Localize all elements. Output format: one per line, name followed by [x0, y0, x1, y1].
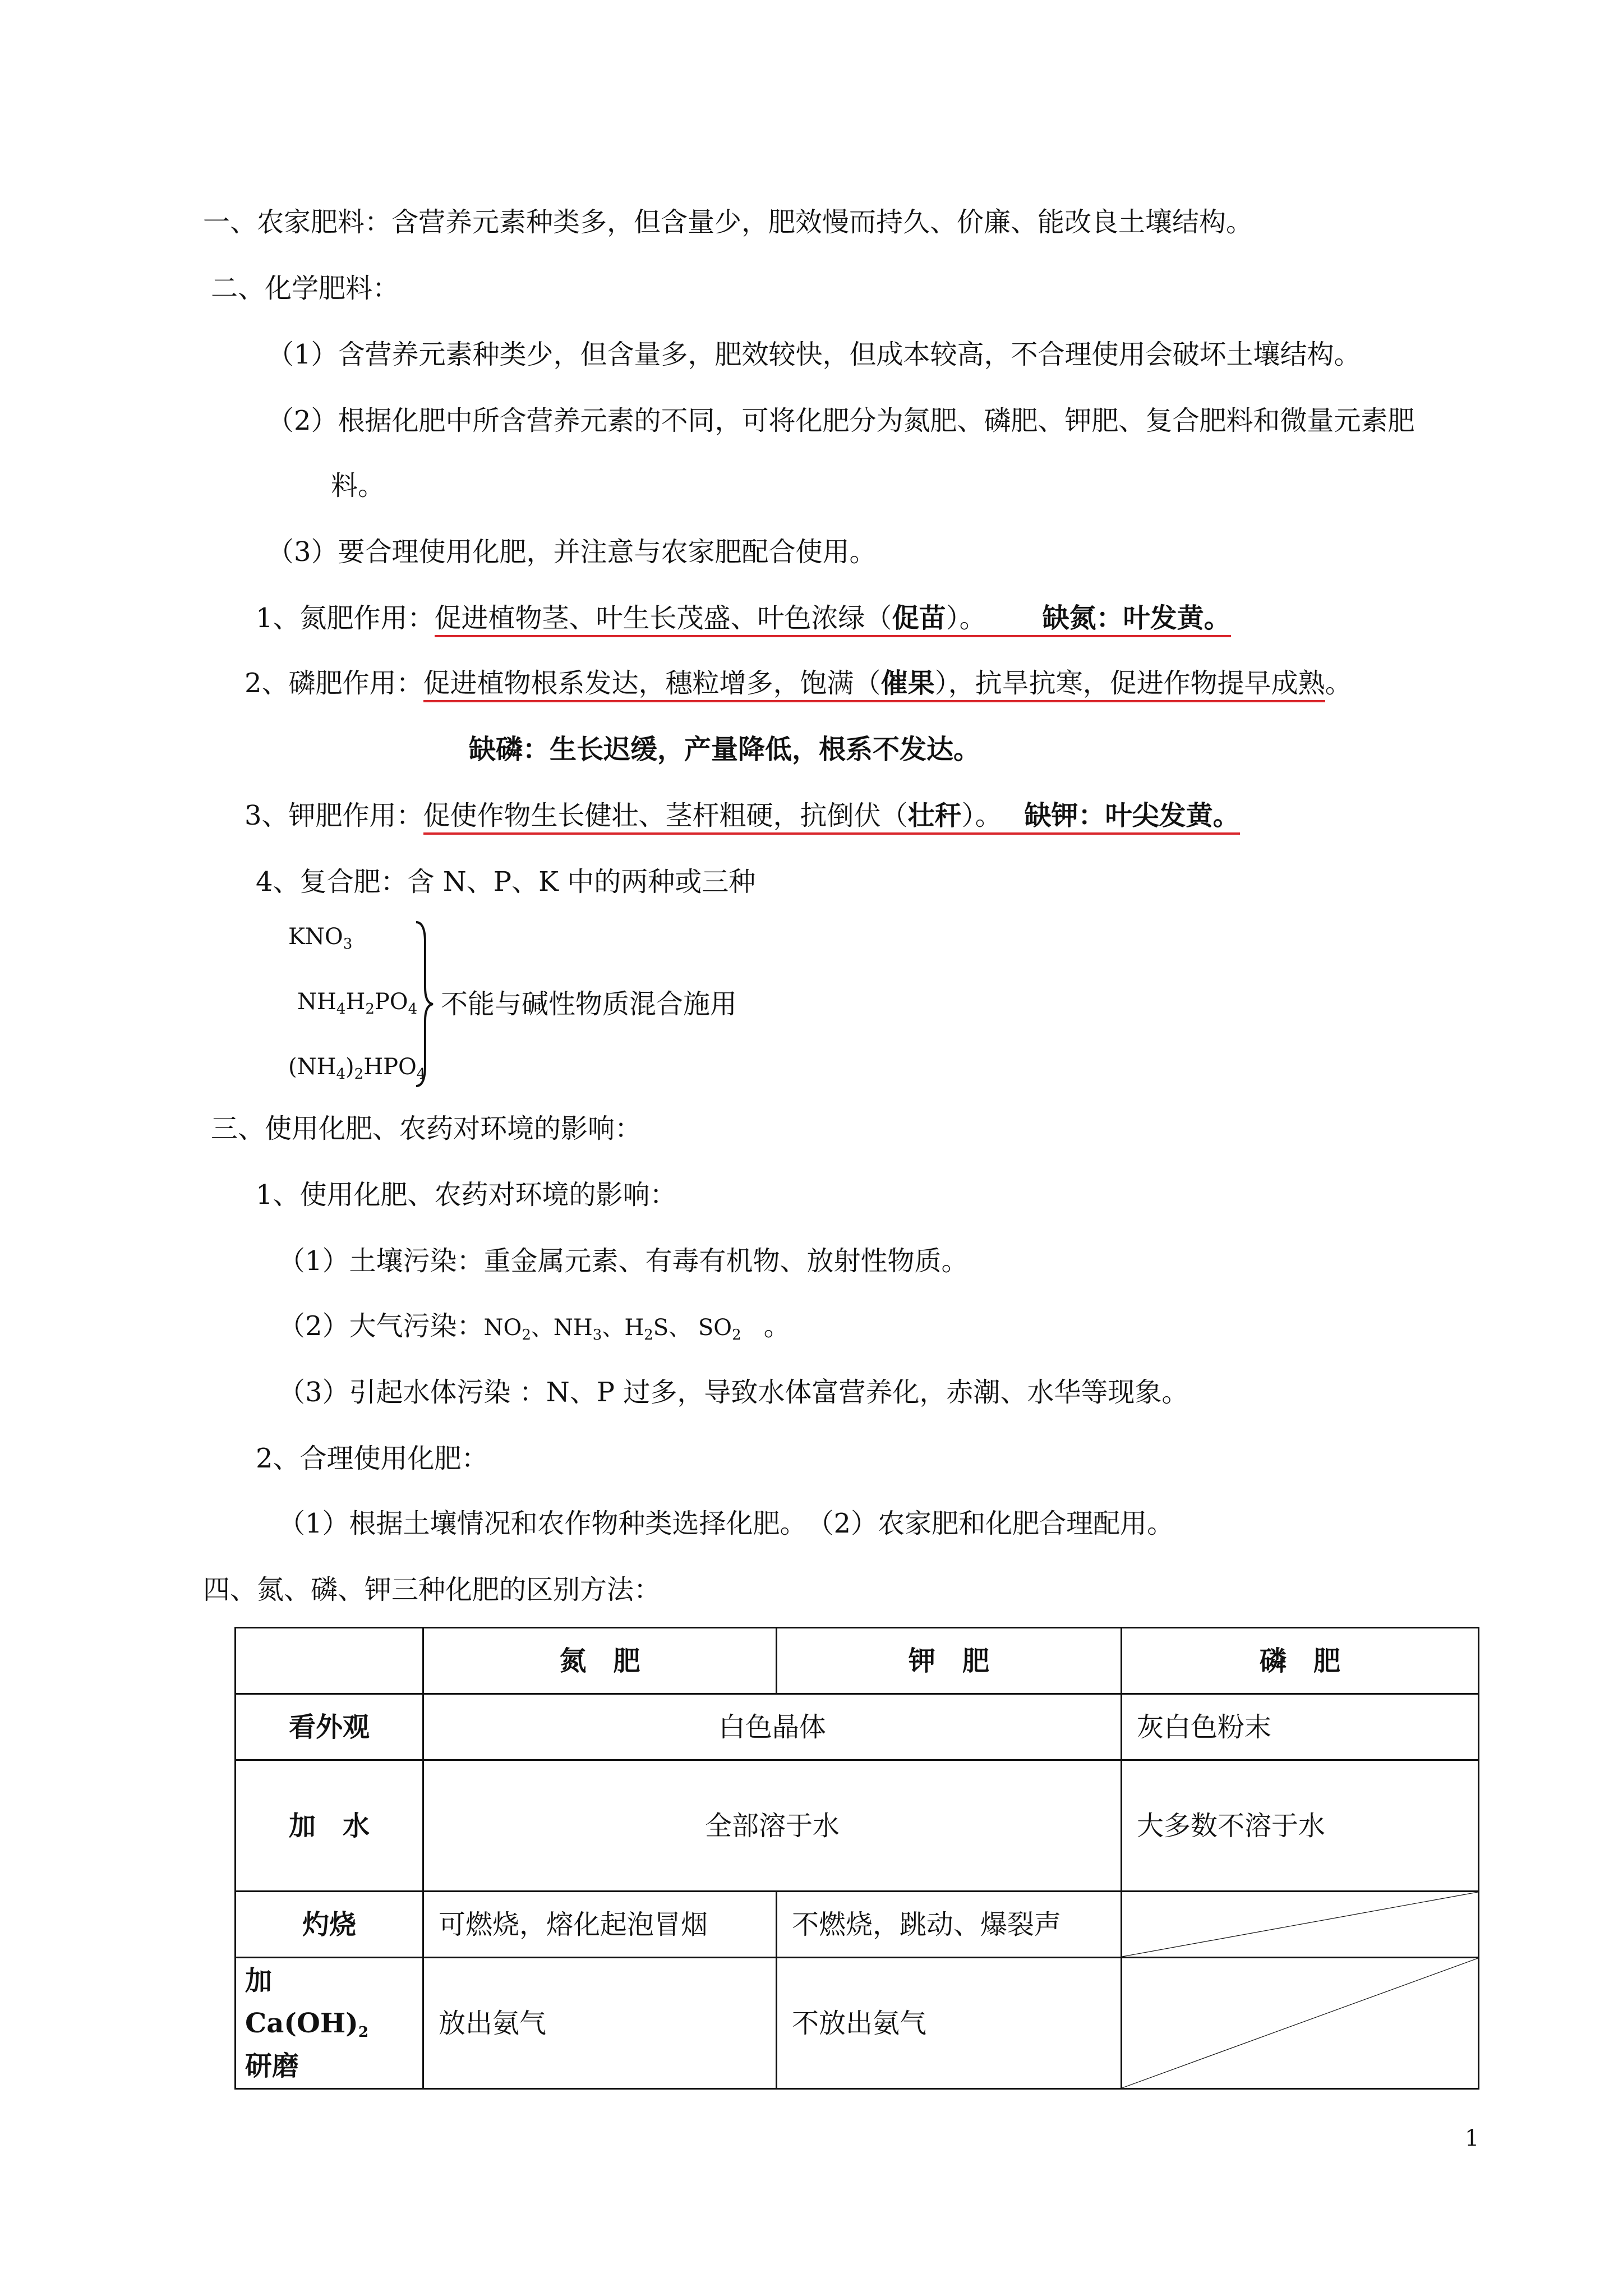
- section-3-title: 三、使用化肥、农药对环境的影响：: [211, 1113, 642, 1144]
- phosphorus-lack: 缺磷：生长迟缓，产量降低，根系不发达。: [469, 734, 981, 765]
- potassium-fertilizer-line: [245, 799, 1240, 832]
- header-nitrogen: 氮 肥: [423, 1628, 777, 1694]
- fertilizer-comparison-table: [234, 1627, 1479, 2090]
- table-corner-cell: [236, 1628, 423, 1694]
- cell-burn-k: 不燃烧，跳动、爆裂声: [777, 1892, 1122, 1958]
- compound-note: 不能与碱性物质混合施用: [441, 988, 737, 1020]
- section-1-line: 一、农家肥料：含营养元素种类多，但含量少，肥效慢而持久、价廉、能改良土壤结构。: [203, 206, 1253, 238]
- row-label-water: 加 水: [236, 1760, 423, 1892]
- nitrogen-fertilizer-line: [256, 601, 1231, 635]
- diagonal-line-1: [1122, 1892, 1478, 1957]
- potassium-effect: 促使作物生长健壮、茎杆粗硬，抗倒伏（壮秆）。 缺钾：叶尖发黄。: [423, 800, 1240, 835]
- section-2-point-1: （1）含营养元素种类少，但含量多，肥效较快，但成本较高，不合理使用会破坏土壤结构。: [267, 339, 1361, 370]
- row-label-grind: 加 $Ca(OH)_2$ 研磨: [236, 1958, 423, 2089]
- potassium-lack: 缺钾：叶尖发黄。: [1024, 800, 1240, 831]
- table-row: [236, 1958, 1479, 2089]
- formula-nh4h2po4: $NH_4H_2PO_4$: [297, 989, 418, 1018]
- row-label-burn: 灼烧: [236, 1892, 423, 1958]
- section-3-sub-1: 1、使用化肥、农药对环境的影响：: [256, 1179, 677, 1211]
- section-3-item-2: （2）大气污染：$NO_2$、$NH_3$、$H_2S$、 $SO_2$ 。: [278, 1310, 791, 1343]
- potassium-prefix: 3、钾肥作用：: [245, 800, 423, 831]
- section-3-item-3: （3）引起水体污染 ：N、P 过多，导致水体富营养化，赤潮、水华等现象。: [278, 1377, 1189, 1408]
- table-row: [236, 1694, 1479, 1760]
- section-2-title: 二、化学肥料：: [211, 273, 400, 304]
- nitrogen-lack: 缺氮：叶发黄。: [1042, 602, 1231, 634]
- table-header-row: [236, 1628, 1479, 1694]
- cell-water-nk: 全部溶于水: [423, 1760, 1122, 1892]
- formula-nh42hpo4: $(NH_4)_2HPO_4$: [288, 1054, 426, 1083]
- header-phosphorus: 磷 肥: [1122, 1628, 1479, 1694]
- phosphorus-effect: 促进植物根系发达，穗粒增多，饱满（催果），抗旱抗寒，促进作物提早成熟: [423, 668, 1325, 702]
- cell-water-p: 大多数不溶于水: [1122, 1760, 1479, 1892]
- cell-burn-p-empty: [1122, 1892, 1479, 1958]
- section-3-sub-2: 2、合理使用化肥：: [256, 1443, 488, 1474]
- section-2-point-2a: （2）根据化肥中所含营养元素的不同，可将化肥分为氮肥、磷肥、钾肥、复合肥料和微量元素肥: [267, 405, 1415, 436]
- phosphorus-fertilizer-line: 2、磷肥作用：促进植物根系发达，穗粒增多，饱满（催果），抗旱抗寒，促进作物提早成熟。: [245, 666, 1352, 700]
- nitrogen-prefix: 1、氮肥作用：: [256, 602, 435, 634]
- section-2-point-2b: 料。: [331, 470, 385, 501]
- section-4-title: 四、氮、磷、钾三种化肥的区别方法：: [203, 1574, 661, 1605]
- diagonal-line-2: [1122, 1958, 1478, 2088]
- formula-kno3: $KNO_3$: [288, 924, 353, 953]
- table-row: [236, 1760, 1479, 1892]
- header-potassium: 钾 肥: [777, 1628, 1122, 1694]
- page-number: 1: [1465, 2125, 1479, 2151]
- section-2-point-3: （3）要合理使用化肥，并注意与农家肥配合使用。: [267, 536, 877, 568]
- cell-appearance-nk: 白色晶体: [423, 1694, 1122, 1760]
- section-3-item-4: （1）根据土壤情况和农作物种类选择化肥。 （2）农家肥和化肥合理配用。: [278, 1508, 1174, 1539]
- cell-appearance-p: 灰白色粉末: [1122, 1694, 1479, 1760]
- table-row: [236, 1892, 1479, 1958]
- cell-grind-n: 放出氨气: [423, 1958, 777, 2089]
- cell-grind-p-empty: [1122, 1958, 1479, 2089]
- nitrogen-effect: 促进植物茎、叶生长茂盛、叶色浓绿（促苗）。 缺氮：叶发黄。: [435, 602, 1231, 637]
- phosphorus-prefix: 2、磷肥作用：: [245, 668, 423, 699]
- section-3-item-1: （1）土壤污染：重金属元素、有毒有机物、放射性物质。: [278, 1245, 969, 1277]
- row-label-appearance: 看外观: [236, 1694, 423, 1760]
- cell-burn-n: 可燃烧，熔化起泡冒烟: [423, 1892, 777, 1958]
- compound-fertilizer-title: 4、复合肥：含 N、P、K 中的两种或三种: [256, 866, 756, 898]
- right-brace: [414, 920, 436, 1088]
- cell-grind-k: 不放出氨气: [777, 1958, 1122, 2089]
